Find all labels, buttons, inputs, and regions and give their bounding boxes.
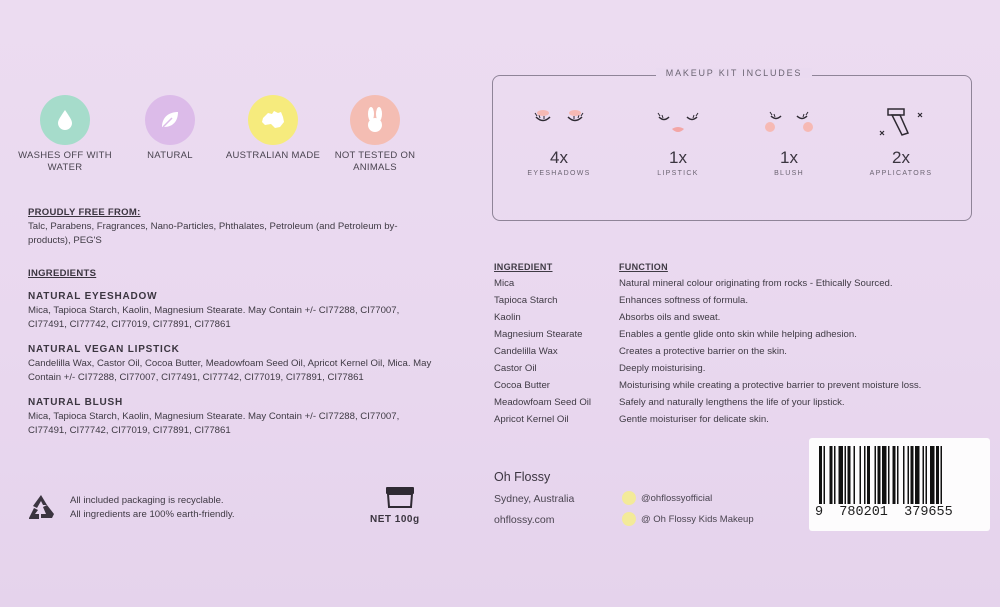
instagram-icon <box>622 491 636 505</box>
table-row <box>494 394 954 411</box>
eyes-closed-face-icon <box>524 105 594 135</box>
barcode-bar <box>903 446 905 504</box>
lips-face-icon <box>643 105 713 139</box>
column-header-ingredient: INGREDIENT <box>494 261 553 272</box>
table-row <box>494 360 954 377</box>
barcode-bar <box>854 446 856 504</box>
recycle-line-2: All ingredients are 100% earth-friendly. <box>70 508 235 520</box>
function-cell: Absorbs oils and sweat. <box>619 312 721 323</box>
kit-item-lipstick <box>633 105 723 177</box>
kit-name: APPLICATORS <box>869 170 933 177</box>
facebook-handle[interactable]: @ Oh Flossy Kids Makeup <box>641 514 754 525</box>
instagram-handle[interactable]: @ohflossyofficial <box>641 493 713 504</box>
barcode-bar <box>845 446 847 504</box>
barcode-bar <box>888 446 890 504</box>
barcode-bar <box>824 446 826 504</box>
table-row <box>494 326 954 343</box>
facebook-icon <box>622 512 636 526</box>
kit-name: EYESHADOWS <box>527 170 591 177</box>
product-ingredients: Mica, Tapioca Starch, Kaolin, Magnesium Stearate. May Contain +/- CI77288, CI77007, CI77491, CI77742, CI77019, CI77891, CI77861 <box>28 411 400 436</box>
barcode-bar <box>875 446 877 504</box>
function-cell: Moisturising while creating a protective barrier to prevent moisture loss. <box>619 380 922 391</box>
product-ingredients: Candelilla Wax, Castor Oil, Cocoa Butter, Meadowfoam Seed Oil, Apricot Kernel Oil, Mica. May Contain +/- CI77288, CI77007, CI77491, CI77742, CI77019, CI77891, CI77861 <box>28 358 432 383</box>
ingredient-cell: Tapioca Starch <box>494 295 558 306</box>
barcode-bar <box>830 446 833 504</box>
barcode-bar <box>848 446 851 504</box>
australia-icon <box>248 95 298 145</box>
blush-face-icon <box>754 105 824 139</box>
barcode-bar <box>930 446 935 504</box>
barcode-bar <box>926 446 928 504</box>
product-name: NATURAL BLUSH <box>28 397 124 408</box>
table-row <box>494 292 954 309</box>
ingredient-cell: Magnesium Stearate <box>494 329 583 340</box>
ingredient-cell: Apricot Kernel Oil <box>494 414 569 425</box>
net-weight: NET 100g <box>370 514 420 525</box>
ingredient-cell: Castor Oil <box>494 363 537 374</box>
barcode-bar <box>915 446 920 504</box>
barcode-bar <box>882 446 887 504</box>
barcode-bar <box>819 446 822 504</box>
table-row <box>494 343 954 360</box>
free-from-section <box>28 207 418 247</box>
function-cell: Gentle moisturiser for delicate skin. <box>619 414 769 425</box>
barcode-bar <box>864 446 866 504</box>
product-ingredients: Mica, Tapioca Starch, Kaolin, Magnesium Stearate. May Contain +/- CI77288, CI77007, CI77491, CI77742, CI77019, CI77891, CI77861 <box>28 305 400 330</box>
table-row <box>494 377 954 394</box>
barcode-bar <box>941 446 943 504</box>
product-eyeshadow <box>28 291 438 331</box>
barcode-bar <box>911 446 914 504</box>
recycle-text <box>70 494 235 521</box>
kit-count: 2x <box>892 148 910 167</box>
product-lipstick <box>28 344 438 384</box>
ingredient-cell: Candelilla Wax <box>494 346 558 357</box>
product-blush <box>28 397 438 437</box>
kit-count: 1x <box>780 148 798 167</box>
kit-name: BLUSH <box>774 170 804 177</box>
barcode-bar <box>860 446 862 504</box>
barcode-bar <box>867 446 870 504</box>
kit-count: 1x <box>669 148 687 167</box>
badge-label: AUSTRALIAN MADE <box>225 150 321 161</box>
kit-name: LIPSTICK <box>657 170 699 177</box>
recycle-icon <box>24 492 58 529</box>
product-name: NATURAL EYESHADOW <box>28 291 158 302</box>
table-row <box>494 411 954 428</box>
table-header <box>494 258 954 275</box>
barcode-bar <box>923 446 925 504</box>
barcode-bar <box>936 446 939 504</box>
barcode-bars <box>817 446 982 504</box>
ingredient-cell: Mica <box>494 278 515 289</box>
badge-label: NATURAL <box>147 150 193 161</box>
function-cell: Natural mineral colour originating from rocks - Ethically Sourced. <box>619 278 893 289</box>
barcode-bar <box>834 446 836 504</box>
barcode <box>809 438 990 531</box>
barcode-bar <box>897 446 899 504</box>
brand-website[interactable]: ohflossy.com <box>494 514 555 526</box>
kit-item-eyeshadows <box>514 105 604 177</box>
barcode-bar <box>908 446 910 504</box>
brush-icon <box>866 105 936 139</box>
badge-label: NOT TESTED ON ANIMALS <box>334 150 416 173</box>
barcode-bar <box>839 446 844 504</box>
ingredient-function-table <box>494 258 954 428</box>
ingredients-section <box>28 268 438 437</box>
ingredient-cell: Cocoa Butter <box>494 380 550 391</box>
kit-item-applicators <box>856 105 946 177</box>
product-name: NATURAL VEGAN LIPSTICK <box>28 344 180 355</box>
brand-location: Sydney, Australia <box>494 493 575 505</box>
function-cell: Deeply moisturising. <box>619 363 706 374</box>
column-header-function: FUNCTION <box>619 261 668 272</box>
brand-name: Oh Flossy <box>494 470 551 484</box>
function-cell: Enhances softness of formula. <box>619 295 749 306</box>
leaf-icon <box>145 95 195 145</box>
function-cell: Creates a protective barrier on the skin. <box>619 346 787 357</box>
barcode-bar <box>893 446 896 504</box>
free-from-heading: PROUDLY FREE FROM: <box>28 207 141 218</box>
ingredient-cell: Kaolin <box>494 312 521 323</box>
ingredients-heading: INGREDIENTS <box>28 268 97 279</box>
ingredient-cell: Meadowfoam Seed Oil <box>494 397 592 408</box>
kit-item-blush <box>744 105 834 177</box>
recycle-line-1: All included packaging is recyclable. <box>70 495 224 506</box>
table-row <box>494 309 954 326</box>
jar-icon <box>384 483 416 516</box>
table-row <box>494 275 954 292</box>
badge-label: WASHES OFF WITH WATER <box>18 150 112 173</box>
makeup-kit-title: MAKEUP KIT INCLUDES <box>656 68 812 78</box>
bunny-icon <box>350 95 400 145</box>
function-cell: Safely and naturally lengthens the life of your lipstick. <box>619 397 845 408</box>
barcode-number: 9 780201 379655 <box>815 505 953 520</box>
function-cell: Enables a gentle glide onto skin while helping adhesion. <box>619 329 857 340</box>
barcode-bar <box>878 446 881 504</box>
free-from-text: Talc, Parabens, Fragrances, Nano-Particles, Phthalates, Petroleum (and Petroleum by-products), PEG'S <box>28 221 398 246</box>
water-drop-icon <box>40 95 90 145</box>
kit-count: 4x <box>550 148 568 167</box>
